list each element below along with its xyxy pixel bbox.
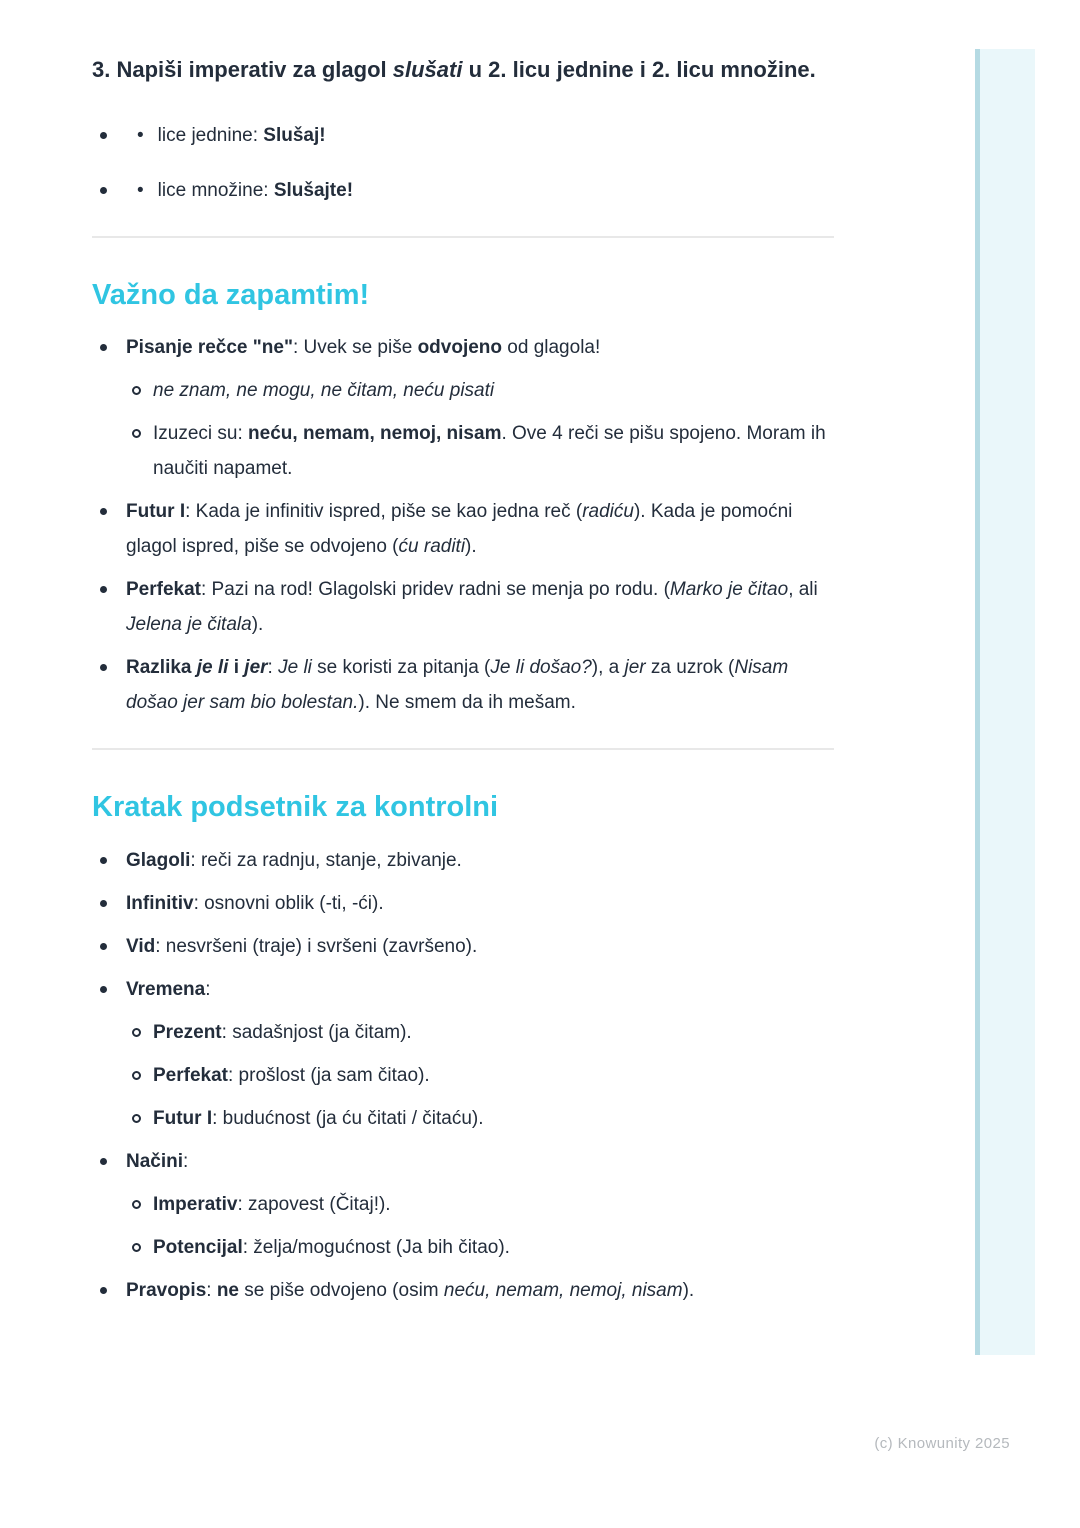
text-segment: Izuzeci su: <box>153 423 249 445</box>
text-segment: se piše odvojeno (osim <box>239 1280 444 1302</box>
text-segment: Jelena je čitala <box>126 614 252 636</box>
text-segment: lice množine: <box>157 179 274 201</box>
bullet-icon <box>100 943 107 950</box>
text-segment: neću, nemam, nemoj, nisam <box>248 423 502 445</box>
text-segment: : Pazi na rod! Glagolski pridev radni se menja po rodu. ( <box>201 579 670 601</box>
circle-bullet-icon <box>132 1243 141 1252</box>
bullet-icon <box>100 986 107 993</box>
question-title <box>92 56 834 85</box>
list-item <box>92 494 834 564</box>
section-heading: Kratak podsetnik za kontrolni <box>92 791 499 824</box>
circle-bullet-icon <box>132 1028 141 1037</box>
text-segment: Načini <box>126 1151 184 1173</box>
text-segment: : prošlost (ja sam čitao). <box>228 1065 430 1087</box>
text-segment: Perfekat <box>153 1065 228 1087</box>
text-segment: : <box>205 979 211 1001</box>
list-item <box>92 650 834 720</box>
answer-list <box>92 118 834 208</box>
text-segment: u 2. licu jednine i 2. licu množine. <box>462 57 816 82</box>
list-item <box>92 929 834 964</box>
list-item <box>92 330 834 365</box>
document-page <box>92 56 834 1316</box>
bullet-icon <box>100 857 107 864</box>
list-item <box>132 1187 834 1222</box>
text-segment: Glagoli <box>126 850 191 872</box>
text-segment: Vid <box>126 936 156 958</box>
list-item <box>92 843 834 878</box>
text-segment: 3. Napiši imperativ za glagol <box>92 57 393 82</box>
text-segment: Je li <box>278 657 312 679</box>
list-item <box>132 1230 834 1265</box>
list-item-text <box>153 1187 834 1222</box>
text-segment: Razlika <box>126 657 197 679</box>
list-item-text <box>126 572 834 642</box>
list-item <box>92 1144 834 1179</box>
list-item-text <box>153 1058 834 1093</box>
text-segment: Futur I <box>126 501 186 523</box>
text-segment: se koristi za pitanja ( <box>311 657 491 679</box>
text-segment: ). Ne smem da ih mešam. <box>358 692 576 714</box>
text-segment: : želja/mogućnost (Ja bih čitao). <box>242 1237 510 1259</box>
text-segment: neću, nemam, nemoj, nisam <box>443 1280 683 1302</box>
bullet-icon <box>100 664 107 671</box>
list-item <box>132 373 834 408</box>
text-segment: : <box>183 1151 189 1173</box>
text-segment: . Ove 4 reči se pišu spojeno. Moram ih naučiti napamet. <box>153 423 826 480</box>
list-item <box>92 886 834 921</box>
text-segment: za uzrok ( <box>645 657 735 679</box>
text-segment: jer <box>244 657 268 679</box>
circle-bullet-icon <box>132 429 141 438</box>
list-item <box>132 416 834 486</box>
bullet-icon <box>100 344 107 351</box>
bullet-icon <box>100 508 107 515</box>
text-segment: ne znam, ne mogu, ne čitam, neću pisati <box>153 380 495 402</box>
text-segment: Infinitiv <box>126 893 194 915</box>
text-segment: Potencijal <box>153 1237 243 1259</box>
text-segment: : nesvršeni (traje) i svršeni (završeno). <box>155 936 478 958</box>
text-segment: Pravopis <box>126 1280 207 1302</box>
text-segment: ne <box>216 1280 240 1302</box>
inner-bullet-icon: • <box>137 179 144 201</box>
text-segment: : <box>206 1280 217 1302</box>
bullet-icon <box>100 187 107 194</box>
list-item-text <box>126 929 834 964</box>
list-item-text <box>137 118 834 153</box>
list-item <box>92 118 834 153</box>
text-segment: Slušaj! <box>263 124 326 146</box>
text-segment: ). <box>682 1280 695 1302</box>
text-segment: ). <box>251 614 264 636</box>
text-segment: Marko je čitao <box>669 579 789 601</box>
text-segment: od glagola! <box>502 337 601 359</box>
divider <box>92 236 834 238</box>
list-item-text <box>137 173 834 208</box>
inner-bullet-icon: • <box>137 124 144 146</box>
circle-bullet-icon <box>132 1071 141 1080</box>
text-segment: Nisam došao jer sam bio bolestan. <box>126 657 789 714</box>
text-segment: : sadašnjost (ja čitam). <box>221 1022 412 1044</box>
text-segment: Vremena <box>126 979 206 1001</box>
list-item <box>92 572 834 642</box>
text-segment: slušati <box>392 57 463 82</box>
list-item-text <box>126 1273 834 1308</box>
text-segment: i <box>228 657 245 679</box>
section-kratak-podsetnik <box>92 790 834 1308</box>
list-item-text <box>153 1101 834 1136</box>
text-segment: Slušajte! <box>273 179 354 201</box>
text-segment: Je li došao? <box>490 657 592 679</box>
text-segment: : reči za radnju, stanje, zbivanje. <box>190 850 462 872</box>
text-segment: Perfekat <box>126 579 201 601</box>
text-segment: je li <box>196 657 229 679</box>
page-edge-bar <box>975 49 1035 1355</box>
list-item <box>132 1101 834 1136</box>
list-item <box>92 972 834 1007</box>
list-item-text <box>126 650 834 720</box>
section-heading: Važno da zapamtim! <box>92 278 370 311</box>
divider <box>92 748 834 750</box>
list-item <box>92 1273 834 1308</box>
list-item-text <box>126 886 834 921</box>
text-segment: Imperativ <box>153 1194 238 1216</box>
circle-bullet-icon <box>132 386 141 395</box>
text-segment: Futur I <box>153 1108 213 1130</box>
bullet-icon <box>100 900 107 907</box>
list-item-text <box>153 373 834 408</box>
text-segment: : budućnost (ja ću čitati / čitaću). <box>212 1108 484 1130</box>
text-segment: radiću <box>582 501 634 523</box>
list-item-text <box>126 494 834 564</box>
list-item-text <box>153 416 834 486</box>
section-vazno-da-zapamtim <box>92 278 834 721</box>
text-segment: lice jednine: <box>157 124 264 146</box>
text-segment: , ali <box>788 579 818 601</box>
list-item-text <box>126 843 834 878</box>
text-segment: ). Kada je pomoćni glagol ispred, piše se odvojeno ( <box>126 501 793 558</box>
text-segment: ću raditi <box>398 536 466 558</box>
list-item <box>132 1015 834 1050</box>
text-segment: : osnovni oblik (-ti, -ći). <box>193 893 384 915</box>
circle-bullet-icon <box>132 1200 141 1209</box>
list-item-text <box>126 972 834 1007</box>
text-segment: odvojeno <box>417 337 503 359</box>
list-item-text <box>126 330 834 365</box>
list-item <box>132 1058 834 1093</box>
copyright-text: (c) Knowunity 2025 <box>874 1435 1010 1452</box>
list-item <box>92 173 834 208</box>
text-segment: Prezent <box>153 1022 222 1044</box>
text-segment: ), a <box>591 657 625 679</box>
list-item-text <box>126 1144 834 1179</box>
list-item-text <box>153 1015 834 1050</box>
text-segment: : zapovest (Čitaj!). <box>237 1194 391 1216</box>
section-list <box>92 843 834 1308</box>
circle-bullet-icon <box>132 1114 141 1123</box>
text-segment: jer <box>624 657 646 679</box>
bullet-icon <box>100 132 107 139</box>
text-segment: : Kada je infinitiv ispred, piše se kao jedna reč ( <box>185 501 583 523</box>
text-segment: : <box>267 657 279 679</box>
text-segment: Pisanje rečce "ne" <box>126 337 293 359</box>
text-segment: ). <box>465 536 477 558</box>
bullet-icon <box>100 1287 107 1294</box>
bullet-icon <box>100 586 107 593</box>
section-list <box>92 330 834 720</box>
list-item-text <box>153 1230 834 1265</box>
text-segment: : Uvek se piše <box>292 337 418 359</box>
bullet-icon <box>100 1158 107 1165</box>
